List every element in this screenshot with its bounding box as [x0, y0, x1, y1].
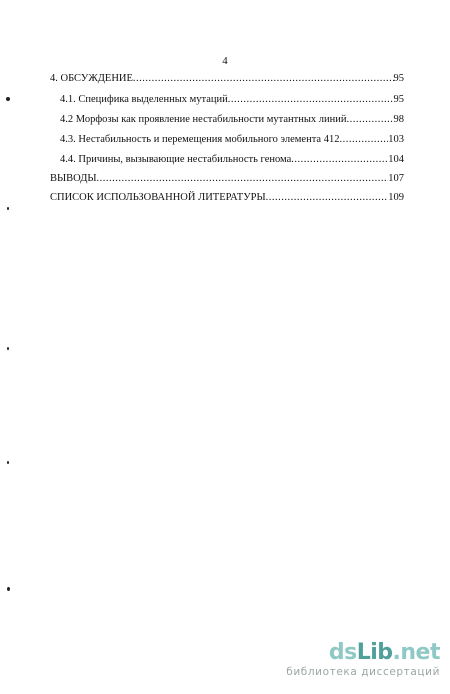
- scan-speck: [7, 461, 9, 464]
- toc-leader-dots: [266, 191, 389, 204]
- toc-entry-title: 4.2 Морфозы как проявление нестабильности мутантных линий: [60, 114, 347, 125]
- toc-entry-title: 4.1. Специфика выделенных мутаций: [60, 94, 228, 105]
- toc-leader-dots: [228, 93, 394, 106]
- toc-entry-page: 95: [393, 73, 404, 84]
- toc-entry-page: 109: [388, 192, 404, 203]
- toc-entry-title: ВЫВОДЫ: [50, 173, 97, 184]
- toc-entry-page: 104: [388, 154, 404, 165]
- toc-leader-dots: [346, 113, 393, 126]
- scan-speck: [6, 97, 10, 101]
- toc-entry-4-1: [60, 93, 404, 106]
- toc-leader-dots: [133, 72, 394, 85]
- toc-entry-page: 107: [388, 173, 404, 184]
- toc-entry-references: [50, 191, 404, 204]
- scan-speck: [7, 347, 9, 350]
- toc-entry-page: 103: [388, 134, 404, 145]
- toc-entry-page: 95: [393, 94, 404, 105]
- toc-leader-dots: [339, 133, 388, 146]
- toc-entry-title: 4.3. Нестабильность и перемещения мобильного элемента 412: [60, 134, 340, 145]
- toc-entry-4-4: [60, 153, 404, 166]
- toc-entry-title: СПИСОК ИСПОЛЬЗОВАННОЙ ЛИТЕРАТУРЫ: [50, 192, 266, 203]
- toc-entry-page: 98: [393, 114, 404, 125]
- dslib-logo: dsLib.net: [328, 640, 440, 665]
- dslib-subtitle: библиотека диссертаций: [286, 666, 440, 678]
- page-number: 4: [222, 56, 228, 67]
- toc-entry-title: 4. ОБСУЖДЕНИЕ: [50, 73, 133, 84]
- toc-entry-discussion: [50, 72, 404, 85]
- scan-speck: [7, 207, 9, 210]
- toc-entry-4-2: [60, 113, 404, 126]
- scan-speck: [7, 587, 10, 591]
- dslib-watermark: [250, 640, 440, 684]
- toc-leader-dots: [291, 153, 388, 166]
- toc-leader-dots: [97, 172, 389, 185]
- toc-entry-title: 4.4. Причины, вызывающие нестабильность генома: [60, 154, 292, 165]
- toc-entry-conclusions: [50, 172, 404, 185]
- toc-entry-4-3: [60, 133, 404, 146]
